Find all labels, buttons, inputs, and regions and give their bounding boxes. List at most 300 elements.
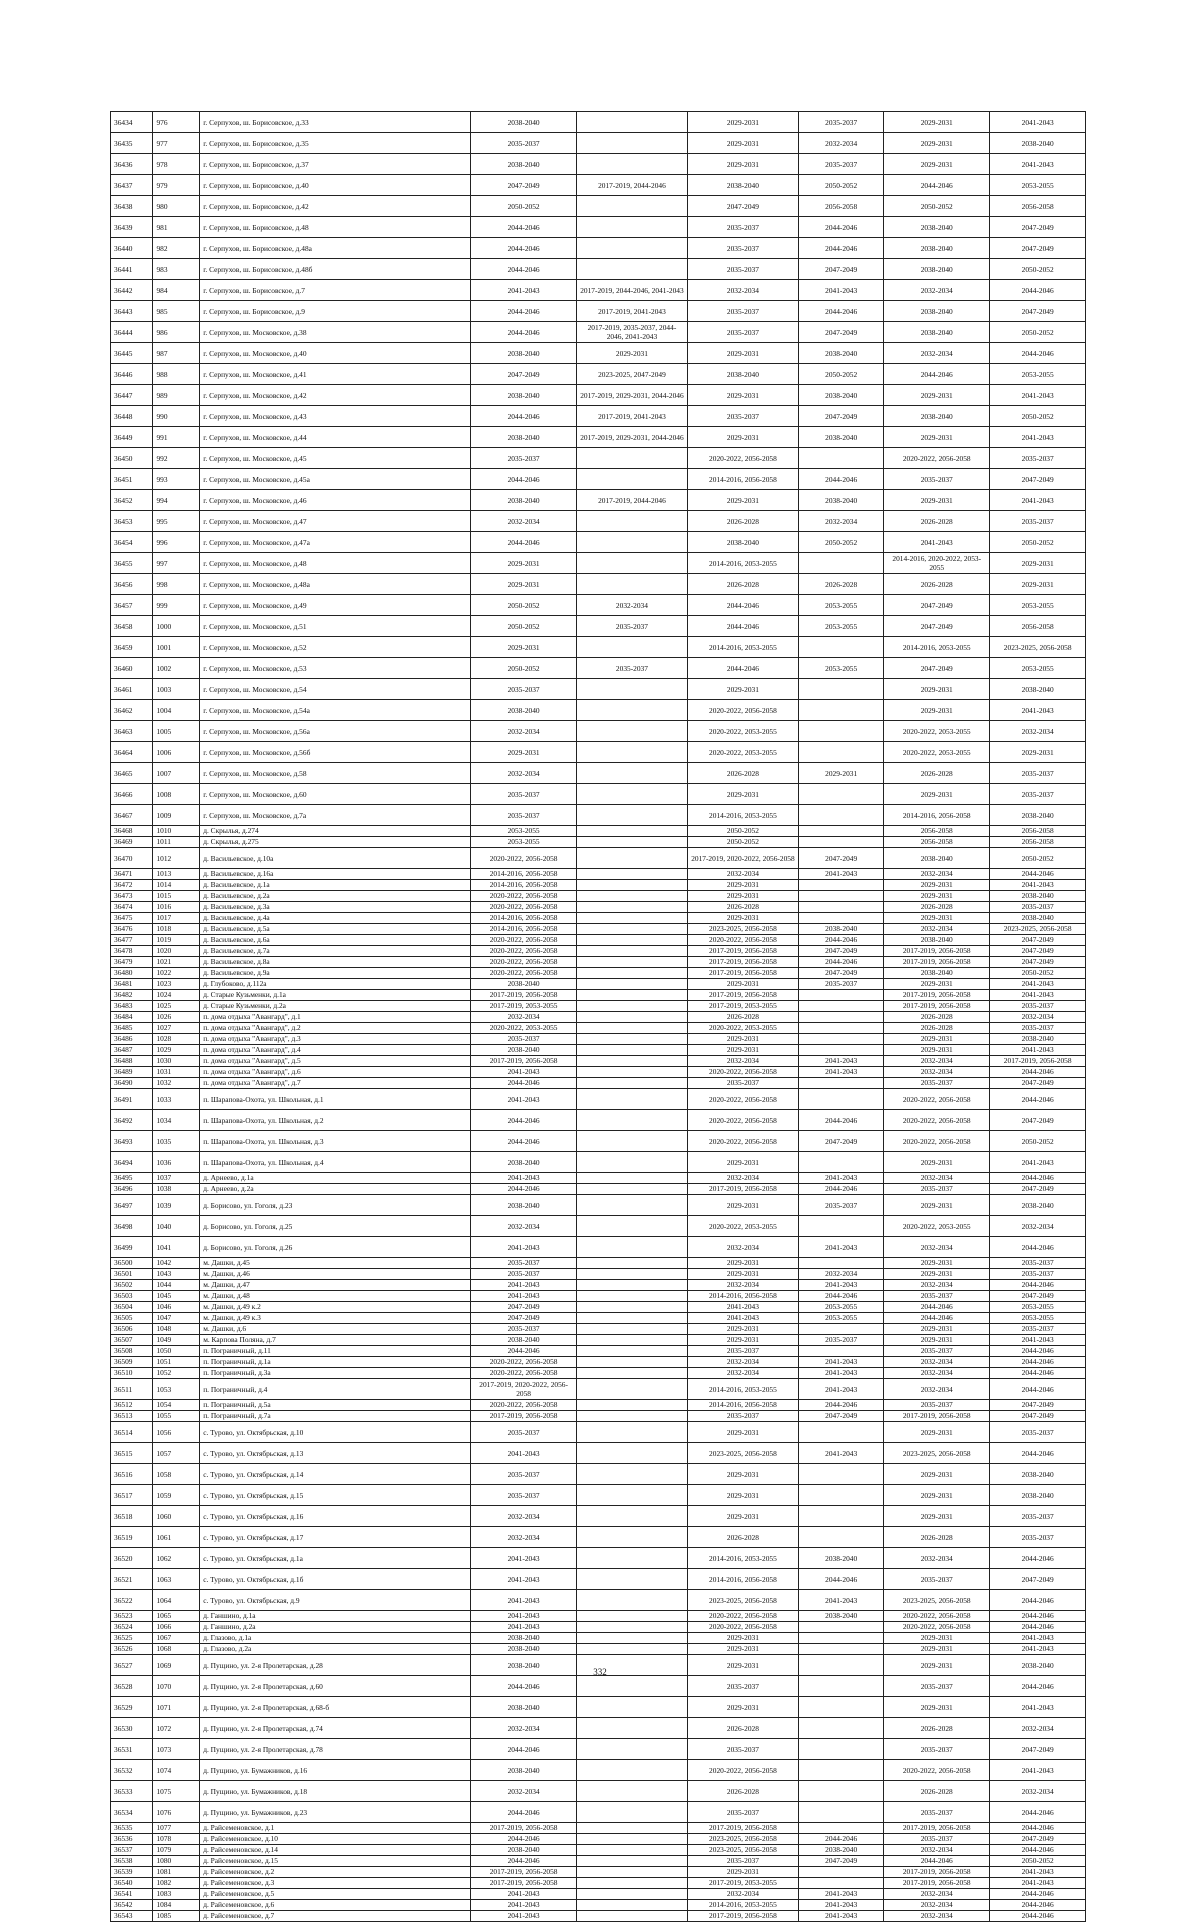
table-row	[111, 1195, 1086, 1216]
cell-row-number: 1083	[153, 1889, 200, 1900]
cell-year-range-4: 2032-2034	[799, 133, 884, 154]
cell-record-id: 36447	[111, 385, 153, 406]
cell-year-range-5: 2032-2034	[884, 1889, 990, 1900]
table-row	[111, 1411, 1086, 1422]
table-row	[111, 880, 1086, 891]
cell-record-id: 36502	[111, 1280, 153, 1291]
cell-record-id: 36508	[111, 1346, 153, 1357]
table-row	[111, 946, 1086, 957]
table-row	[111, 343, 1086, 364]
cell-year-range-3: 2020-2022, 2056-2058	[687, 1622, 799, 1633]
table-row	[111, 1611, 1086, 1622]
cell-record-id: 36462	[111, 700, 153, 721]
cell-row-number: 993	[153, 469, 200, 490]
cell-address: д. Васильевское, д.5а	[200, 924, 471, 935]
cell-year-range-6: 2032-2034	[990, 721, 1086, 742]
cell-year-range-3: 2020-2022, 2056-2058	[687, 1611, 799, 1622]
cell-year-range-1: 2038-2040	[471, 1633, 577, 1644]
cell-year-range-2	[577, 1056, 687, 1067]
cell-year-range-5: 2047-2049	[884, 616, 990, 637]
cell-year-range-5: 2032-2034	[884, 924, 990, 935]
cell-year-range-1: 2044-2046	[471, 301, 577, 322]
cell-year-range-2	[577, 1313, 687, 1324]
cell-address: д. Райсеменовское, д.6	[200, 1900, 471, 1911]
cell-year-range-6: 2056-2058	[990, 826, 1086, 837]
cell-year-range-5: 2035-2037	[884, 1802, 990, 1823]
cell-year-range-5: 2029-2031	[884, 1655, 990, 1676]
cell-row-number: 1021	[153, 957, 200, 968]
cell-year-range-5: 2017-2019, 2056-2058	[884, 946, 990, 957]
table-row	[111, 721, 1086, 742]
cell-year-range-4: 2044-2046	[799, 1110, 884, 1131]
cell-year-range-1: 2044-2046	[471, 1078, 577, 1089]
cell-year-range-4	[799, 891, 884, 902]
cell-address: п. дома отдыха "Авангард", д.3	[200, 1034, 471, 1045]
cell-year-range-2	[577, 1569, 687, 1590]
cell-year-range-1: 2044-2046	[471, 1184, 577, 1195]
cell-year-range-3: 2029-2031	[687, 1867, 799, 1878]
cell-year-range-6: 2050-2052	[990, 406, 1086, 427]
cell-year-range-1: 2041-2043	[471, 1089, 577, 1110]
cell-year-range-4	[799, 1045, 884, 1056]
table-row	[111, 869, 1086, 880]
cell-record-id: 36501	[111, 1269, 153, 1280]
cell-year-range-2	[577, 1067, 687, 1078]
cell-row-number: 1065	[153, 1611, 200, 1622]
cell-year-range-5: 2044-2046	[884, 175, 990, 196]
cell-year-range-6: 2050-2052	[990, 848, 1086, 869]
cell-record-id: 36517	[111, 1485, 153, 1506]
table-row	[111, 1676, 1086, 1697]
cell-address: г. Серпухов, ш. Борисовское, д.48б	[200, 259, 471, 280]
cell-year-range-2	[577, 837, 687, 848]
cell-row-number: 1066	[153, 1622, 200, 1633]
cell-year-range-6: 2050-2052	[990, 259, 1086, 280]
cell-record-id: 36436	[111, 154, 153, 175]
cell-address: д. Пущино, ул. 2-я Пролетарская, д.28	[200, 1655, 471, 1676]
cell-year-range-3: 2050-2052	[687, 837, 799, 848]
cell-year-range-5: 2020-2022, 2053-2055	[884, 721, 990, 742]
table-row	[111, 1422, 1086, 1443]
cell-year-range-3: 2029-2031	[687, 1034, 799, 1045]
cell-year-range-2	[577, 1485, 687, 1506]
table-row	[111, 469, 1086, 490]
cell-year-range-5: 2029-2031	[884, 1324, 990, 1335]
cell-year-range-2	[577, 1152, 687, 1173]
cell-year-range-3: 2020-2022, 2056-2058	[687, 1760, 799, 1781]
cell-row-number: 1008	[153, 784, 200, 805]
cell-year-range-1: 2041-2043	[471, 1889, 577, 1900]
cell-year-range-3: 2029-2031	[687, 1464, 799, 1485]
cell-year-range-3: 2029-2031	[687, 979, 799, 990]
cell-row-number: 987	[153, 343, 200, 364]
table-row	[111, 1644, 1086, 1655]
cell-year-range-6: 2053-2055	[990, 1302, 1086, 1313]
cell-year-range-5: 2014-2016, 2053-2055	[884, 637, 990, 658]
table-row	[111, 1001, 1086, 1012]
cell-year-range-1: 2020-2022, 2056-2058	[471, 968, 577, 979]
cell-record-id: 36495	[111, 1173, 153, 1184]
cell-year-range-2: 2017-2019, 2041-2043	[577, 301, 687, 322]
cell-year-range-3: 2035-2037	[687, 1676, 799, 1697]
cell-year-range-6: 2041-2043	[990, 1878, 1086, 1889]
cell-year-range-6: 2044-2046	[990, 1346, 1086, 1357]
cell-year-range-5: 2020-2022, 2056-2058	[884, 448, 990, 469]
cell-year-range-3: 2014-2016, 2056-2058	[687, 1569, 799, 1590]
cell-year-range-6: 2044-2046	[990, 1280, 1086, 1291]
cell-year-range-1: 2017-2019, 2056-2058	[471, 1878, 577, 1889]
cell-year-range-1: 2041-2043	[471, 1067, 577, 1078]
table-row	[111, 1302, 1086, 1313]
cell-record-id: 36434	[111, 112, 153, 133]
cell-year-range-5: 2032-2034	[884, 1280, 990, 1291]
table-row	[111, 364, 1086, 385]
table-row	[111, 957, 1086, 968]
table-row	[111, 595, 1086, 616]
cell-year-range-6: 2047-2049	[990, 1078, 1086, 1089]
cell-year-range-3: 2032-2034	[687, 1056, 799, 1067]
cell-record-id: 36535	[111, 1823, 153, 1834]
cell-year-range-3: 2020-2022, 2056-2058	[687, 1089, 799, 1110]
table-row	[111, 1045, 1086, 1056]
cell-year-range-3: 2035-2037	[687, 259, 799, 280]
cell-year-range-5: 2029-2031	[884, 700, 990, 721]
cell-year-range-5: 2032-2034	[884, 1357, 990, 1368]
cell-year-range-4: 2053-2055	[799, 1302, 884, 1313]
cell-address: г. Серпухов, ш. Московское, д.43	[200, 406, 471, 427]
cell-year-range-1: 2044-2046	[471, 1346, 577, 1357]
cell-record-id: 36487	[111, 1045, 153, 1056]
cell-row-number: 1073	[153, 1739, 200, 1760]
cell-year-range-1: 2044-2046	[471, 322, 577, 343]
cell-year-range-3: 2032-2034	[687, 280, 799, 301]
cell-row-number: 1033	[153, 1089, 200, 1110]
table-row	[111, 891, 1086, 902]
cell-year-range-2	[577, 1195, 687, 1216]
cell-row-number: 1052	[153, 1368, 200, 1379]
cell-year-range-2	[577, 1184, 687, 1195]
cell-row-number: 1012	[153, 848, 200, 869]
table-row	[111, 1718, 1086, 1739]
cell-year-range-1: 2029-2031	[471, 637, 577, 658]
cell-year-range-1: 2020-2022, 2056-2058	[471, 1357, 577, 1368]
cell-year-range-4: 2041-2043	[799, 1280, 884, 1291]
cell-year-range-2	[577, 1845, 687, 1856]
cell-year-range-4	[799, 1739, 884, 1760]
cell-year-range-2	[577, 968, 687, 979]
cell-year-range-1: 2035-2037	[471, 1324, 577, 1335]
table-row	[111, 1184, 1086, 1195]
cell-record-id: 36459	[111, 637, 153, 658]
cell-row-number: 1004	[153, 700, 200, 721]
cell-year-range-4: 2041-2043	[799, 1443, 884, 1464]
cell-address: д. Пущино, ул. 2-я Пролетарская, д.78	[200, 1739, 471, 1760]
cell-year-range-4	[799, 1152, 884, 1173]
cell-row-number: 988	[153, 364, 200, 385]
cell-year-range-5: 2023-2025, 2056-2058	[884, 1443, 990, 1464]
cell-year-range-6: 2044-2046	[990, 1590, 1086, 1611]
cell-year-range-6: 2041-2043	[990, 112, 1086, 133]
cell-row-number: 984	[153, 280, 200, 301]
cell-row-number: 1013	[153, 869, 200, 880]
table-row	[111, 1548, 1086, 1569]
cell-record-id: 36464	[111, 742, 153, 763]
cell-record-id: 36525	[111, 1633, 153, 1644]
cell-year-range-2	[577, 1834, 687, 1845]
table-row	[111, 385, 1086, 406]
cell-year-range-1: 2032-2034	[471, 1718, 577, 1739]
cell-year-range-4: 2038-2040	[799, 385, 884, 406]
cell-address: г. Серпухов, ш. Борисовское, д.35	[200, 133, 471, 154]
cell-year-range-1: 2029-2031	[471, 574, 577, 595]
cell-year-range-6: 2038-2040	[990, 913, 1086, 924]
cell-year-range-2	[577, 133, 687, 154]
cell-year-range-2	[577, 1911, 687, 1922]
cell-year-range-3: 2029-2031	[687, 154, 799, 175]
cell-year-range-5: 2038-2040	[884, 848, 990, 869]
cell-year-range-2	[577, 553, 687, 574]
cell-record-id: 36435	[111, 133, 153, 154]
cell-year-range-2: 2029-2031	[577, 343, 687, 364]
cell-year-range-2	[577, 469, 687, 490]
cell-year-range-3: 2014-2016, 2056-2058	[687, 1291, 799, 1302]
cell-year-range-6: 2056-2058	[990, 837, 1086, 848]
cell-year-range-1: 2038-2040	[471, 343, 577, 364]
cell-year-range-5: 2038-2040	[884, 968, 990, 979]
cell-address: п. Пограничный, д.7а	[200, 1411, 471, 1422]
cell-record-id: 36443	[111, 301, 153, 322]
cell-year-range-6: 2050-2052	[990, 1131, 1086, 1152]
page-number: 332	[593, 1667, 607, 1677]
cell-record-id: 36539	[111, 1867, 153, 1878]
cell-year-range-4	[799, 902, 884, 913]
cell-year-range-1: 2032-2034	[471, 1506, 577, 1527]
cell-year-range-1: 2017-2019, 2056-2058	[471, 1056, 577, 1067]
cell-address: д. Райсеменовское, д.5	[200, 1889, 471, 1900]
cell-record-id: 36498	[111, 1216, 153, 1237]
cell-row-number: 1002	[153, 658, 200, 679]
cell-year-range-6: 2044-2046	[990, 1443, 1086, 1464]
cell-year-range-4	[799, 1867, 884, 1878]
cell-record-id: 36485	[111, 1023, 153, 1034]
cell-record-id: 36489	[111, 1067, 153, 1078]
table-row	[111, 1012, 1086, 1023]
cell-record-id: 36541	[111, 1889, 153, 1900]
cell-record-id: 36488	[111, 1056, 153, 1067]
table-row	[111, 1173, 1086, 1184]
cell-record-id: 36497	[111, 1195, 153, 1216]
cell-address: д. Скрылья, д.275	[200, 837, 471, 848]
cell-address: п. Пограничный, д.11	[200, 1346, 471, 1357]
cell-year-range-5: 2020-2022, 2056-2058	[884, 1622, 990, 1633]
table-row	[111, 1357, 1086, 1368]
cell-year-range-2	[577, 511, 687, 532]
cell-record-id: 36516	[111, 1464, 153, 1485]
table-row	[111, 837, 1086, 848]
cell-year-range-3: 2035-2037	[687, 238, 799, 259]
cell-row-number: 996	[153, 532, 200, 553]
cell-address: г. Серпухов, ш. Борисовское, д.40	[200, 175, 471, 196]
cell-year-range-4: 2041-2043	[799, 1357, 884, 1368]
table-row	[111, 1834, 1086, 1845]
cell-year-range-3: 2029-2031	[687, 112, 799, 133]
cell-year-range-6: 2056-2058	[990, 616, 1086, 637]
table-row	[111, 848, 1086, 869]
cell-address: п. Пограничный, д.4	[200, 1379, 471, 1400]
cell-year-range-3: 2038-2040	[687, 532, 799, 553]
cell-year-range-2	[577, 891, 687, 902]
cell-year-range-5: 2020-2022, 2056-2058	[884, 1760, 990, 1781]
cell-year-range-6: 2050-2052	[990, 322, 1086, 343]
cell-row-number: 1049	[153, 1335, 200, 1346]
cell-address: д. Борисово, ул. Гоголя, д.25	[200, 1216, 471, 1237]
cell-year-range-5: 2032-2034	[884, 1911, 990, 1922]
cell-year-range-5: 2032-2034	[884, 1368, 990, 1379]
cell-address: г. Серпухов, ш. Московское, д.45	[200, 448, 471, 469]
cell-address: д. Глазово, д.2а	[200, 1644, 471, 1655]
table-row	[111, 1346, 1086, 1357]
cell-year-range-2	[577, 1622, 687, 1633]
table-row	[111, 1781, 1086, 1802]
cell-record-id: 36457	[111, 595, 153, 616]
cell-year-range-1: 2053-2055	[471, 826, 577, 837]
table-row	[111, 511, 1086, 532]
cell-year-range-5: 2029-2031	[884, 1258, 990, 1269]
cell-year-range-4: 2044-2046	[799, 469, 884, 490]
cell-year-range-5: 2029-2031	[884, 1422, 990, 1443]
cell-year-range-6: 2035-2037	[990, 1324, 1086, 1335]
cell-year-range-2	[577, 1676, 687, 1697]
cell-year-range-4	[799, 826, 884, 837]
cell-record-id: 36524	[111, 1622, 153, 1633]
cell-year-range-6: 2044-2046	[990, 1611, 1086, 1622]
table-row	[111, 322, 1086, 343]
cell-year-range-2	[577, 924, 687, 935]
cell-address: м. Дашки, д.45	[200, 1258, 471, 1269]
cell-year-range-3: 2017-2019, 2056-2058	[687, 946, 799, 957]
cell-row-number: 1059	[153, 1485, 200, 1506]
table-row	[111, 406, 1086, 427]
cell-year-range-5: 2035-2037	[884, 1291, 990, 1302]
cell-record-id: 36440	[111, 238, 153, 259]
cell-year-range-2	[577, 1291, 687, 1302]
cell-year-range-2	[577, 826, 687, 837]
cell-year-range-1: 2020-2022, 2056-2058	[471, 935, 577, 946]
cell-address: д. Арнеево, д.2а	[200, 1184, 471, 1195]
cell-year-range-3: 2026-2028	[687, 763, 799, 784]
cell-year-range-4	[799, 1089, 884, 1110]
cell-year-range-4: 2038-2040	[799, 1548, 884, 1569]
table-row	[111, 1152, 1086, 1173]
cell-row-number: 1067	[153, 1633, 200, 1644]
cell-address: г. Серпухов, ш. Московское, д.45а	[200, 469, 471, 490]
cell-address: г. Серпухов, ш. Московское, д.38	[200, 322, 471, 343]
cell-year-range-5: 2035-2037	[884, 1569, 990, 1590]
cell-year-range-5: 2032-2034	[884, 1845, 990, 1856]
cell-record-id: 36471	[111, 869, 153, 880]
cell-year-range-6: 2035-2037	[990, 1001, 1086, 1012]
cell-address: д. Васильевское, д.9а	[200, 968, 471, 979]
cell-record-id: 36441	[111, 259, 153, 280]
cell-year-range-4: 2053-2055	[799, 595, 884, 616]
cell-row-number: 1058	[153, 1464, 200, 1485]
table-row	[111, 784, 1086, 805]
cell-year-range-1: 2038-2040	[471, 1845, 577, 1856]
cell-year-range-1: 2035-2037	[471, 133, 577, 154]
cell-year-range-6: 2047-2049	[990, 1291, 1086, 1302]
cell-address: д. Пущино, ул. Бумажников, д.23	[200, 1802, 471, 1823]
cell-row-number: 980	[153, 196, 200, 217]
cell-record-id: 36455	[111, 553, 153, 574]
cell-year-range-6: 2038-2040	[990, 1195, 1086, 1216]
cell-year-range-5: 2029-2031	[884, 1697, 990, 1718]
cell-year-range-4: 2041-2043	[799, 1173, 884, 1184]
cell-year-range-6: 2041-2043	[990, 490, 1086, 511]
cell-year-range-4	[799, 805, 884, 826]
cell-address: г. Серпухов, ш. Московское, д.48	[200, 553, 471, 574]
cell-year-range-2	[577, 902, 687, 913]
cell-year-range-4	[799, 1001, 884, 1012]
cell-year-range-5: 2032-2034	[884, 1173, 990, 1184]
cell-year-range-3: 2044-2046	[687, 616, 799, 637]
cell-year-range-5: 2047-2049	[884, 595, 990, 616]
cell-year-range-1: 2047-2049	[471, 1313, 577, 1324]
cell-year-range-6: 2041-2043	[990, 979, 1086, 990]
cell-year-range-1: 2041-2043	[471, 1622, 577, 1633]
cell-year-range-4: 2047-2049	[799, 259, 884, 280]
cell-year-range-2	[577, 880, 687, 891]
cell-year-range-5: 2026-2028	[884, 763, 990, 784]
cell-year-range-2	[577, 700, 687, 721]
cell-year-range-4: 2035-2037	[799, 112, 884, 133]
table-row	[111, 1845, 1086, 1856]
cell-address: м. Дашки, д.46	[200, 1269, 471, 1280]
cell-year-range-1: 2032-2034	[471, 763, 577, 784]
cell-year-range-4	[799, 1216, 884, 1237]
cell-address: г. Серпухов, ш. Московское, д.46	[200, 490, 471, 511]
cell-address: д. Васильевское, д.1а	[200, 880, 471, 891]
cell-year-range-1: 2038-2040	[471, 427, 577, 448]
cell-year-range-4: 2041-2043	[799, 1590, 884, 1611]
cell-year-range-4: 2035-2037	[799, 154, 884, 175]
cell-year-range-4: 2038-2040	[799, 490, 884, 511]
cell-year-range-6: 2047-2049	[990, 935, 1086, 946]
cell-year-range-5: 2032-2034	[884, 1900, 990, 1911]
cell-year-range-1: 2044-2046	[471, 1676, 577, 1697]
table-row	[111, 1078, 1086, 1089]
cell-year-range-3: 2032-2034	[687, 869, 799, 880]
table-row	[111, 1911, 1086, 1922]
cell-year-range-2	[577, 1012, 687, 1023]
cell-year-range-5: 2020-2022, 2056-2058	[884, 1131, 990, 1152]
cell-year-range-1: 2044-2046	[471, 238, 577, 259]
cell-row-number: 1045	[153, 1291, 200, 1302]
cell-row-number: 1084	[153, 1900, 200, 1911]
cell-year-range-1: 2047-2049	[471, 175, 577, 196]
cell-year-range-5: 2044-2046	[884, 1302, 990, 1313]
cell-year-range-2	[577, 1379, 687, 1400]
cell-year-range-1: 2035-2037	[471, 679, 577, 700]
cell-year-range-5: 2026-2028	[884, 1012, 990, 1023]
cell-address: с. Турово, ул. Октябрьская, д.10	[200, 1422, 471, 1443]
cell-record-id: 36511	[111, 1379, 153, 1400]
cell-year-range-1: 2050-2052	[471, 595, 577, 616]
cell-record-id: 36474	[111, 902, 153, 913]
table-row	[111, 742, 1086, 763]
cell-year-range-4: 2041-2043	[799, 1900, 884, 1911]
cell-year-range-4	[799, 721, 884, 742]
cell-year-range-5: 2050-2052	[884, 196, 990, 217]
